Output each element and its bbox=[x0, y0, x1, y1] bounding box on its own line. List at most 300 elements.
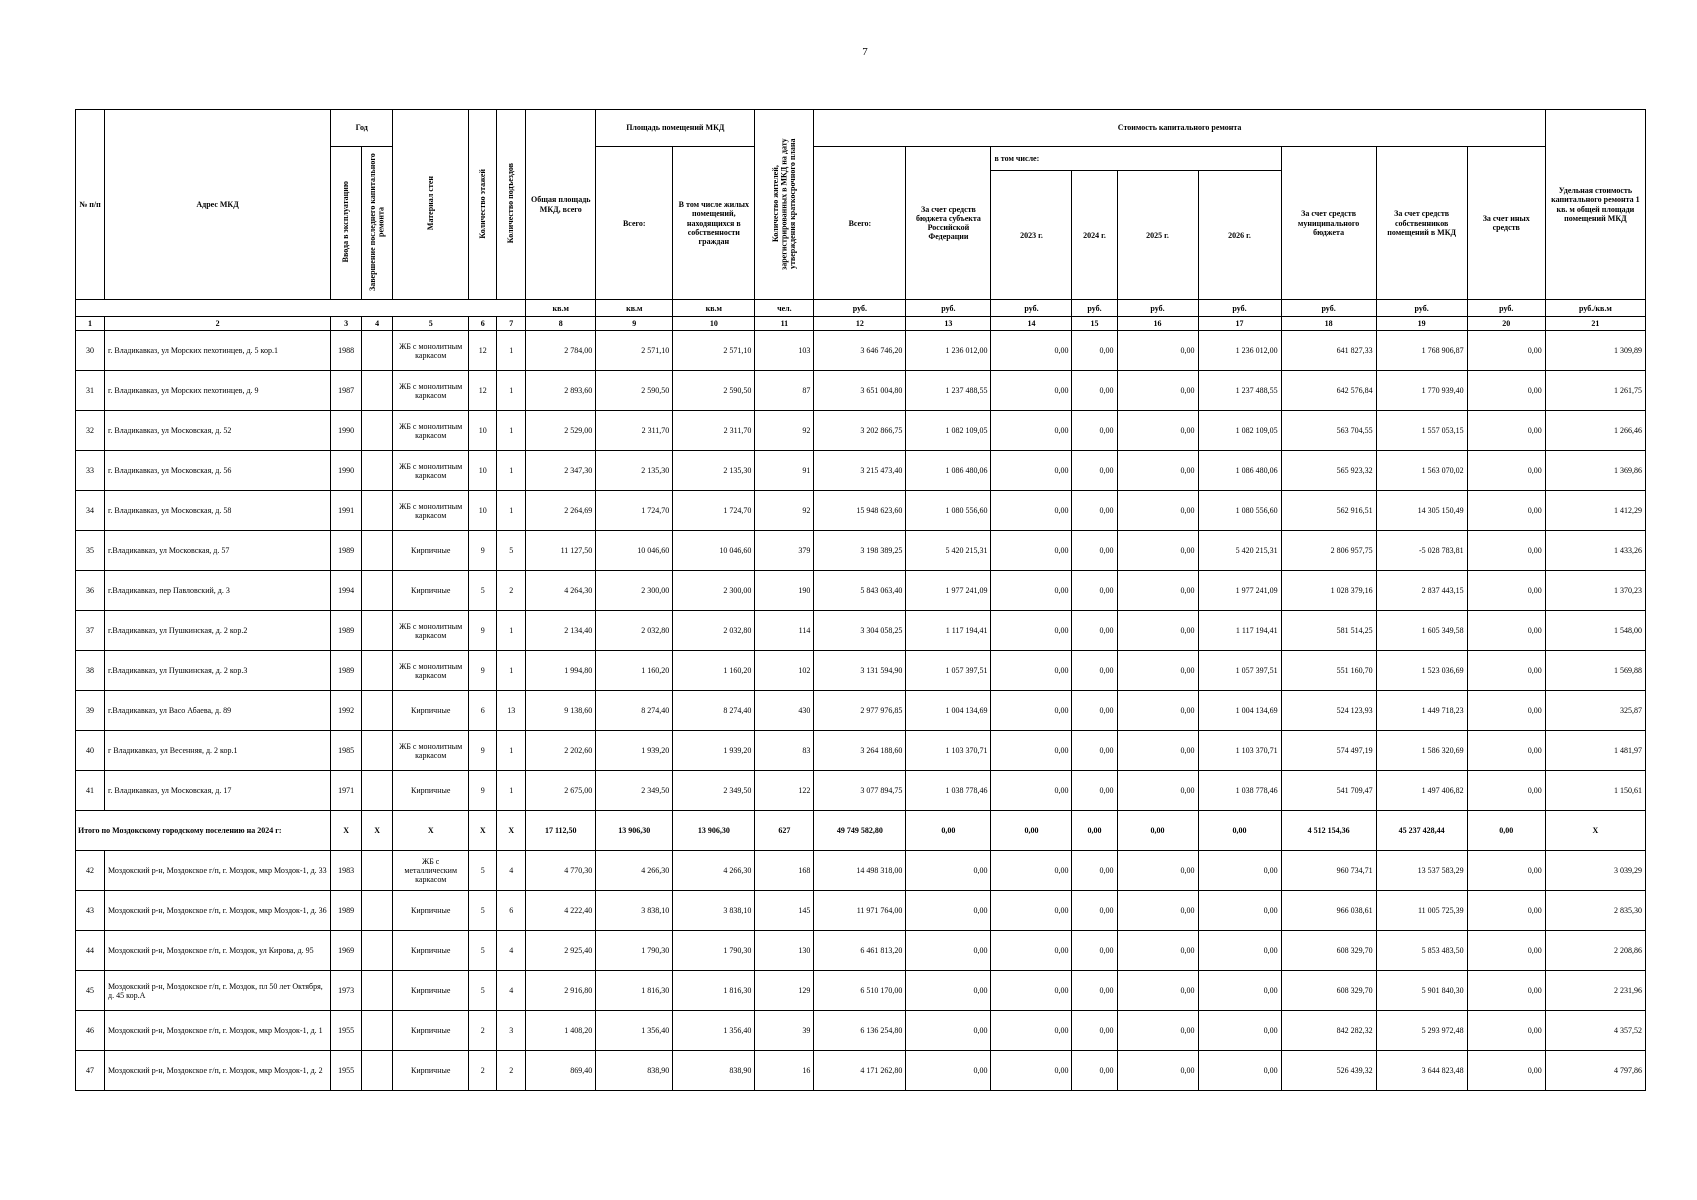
row-entrances: 1 bbox=[497, 771, 526, 811]
total-cell: 0,00 bbox=[1467, 811, 1545, 851]
row-entrances: 4 bbox=[497, 851, 526, 891]
row-total-area: 11 127,50 bbox=[526, 531, 596, 571]
row-cost-other: 0,00 bbox=[1467, 971, 1545, 1011]
row-unit-cost: 325,87 bbox=[1545, 691, 1645, 731]
row-year-last-repair bbox=[362, 1051, 393, 1091]
row-cost-total: 3 202 866,75 bbox=[814, 411, 906, 451]
row-year-last-repair bbox=[362, 971, 393, 1011]
row-floors: 10 bbox=[469, 411, 497, 451]
row-wall-material: ЖБ с монолитным каркасом bbox=[393, 731, 469, 771]
row-premises-total: 2 032,80 bbox=[596, 611, 673, 651]
row-cost-2024: 0,00 bbox=[1072, 931, 1117, 971]
row-cost-other: 0,00 bbox=[1467, 851, 1545, 891]
total-cell: 0,00 bbox=[991, 811, 1072, 851]
unit-cell: руб. bbox=[814, 300, 906, 317]
row-year-last-repair bbox=[362, 731, 393, 771]
row-cost-2024: 0,00 bbox=[1072, 851, 1117, 891]
row-cost-2023: 0,00 bbox=[991, 611, 1072, 651]
row-entrances: 1 bbox=[497, 491, 526, 531]
unit-cell: руб. bbox=[1281, 300, 1376, 317]
row-cost-2024: 0,00 bbox=[1072, 1011, 1117, 1051]
row-premises-citizens: 1 724,70 bbox=[673, 491, 755, 531]
row-cost-2024: 0,00 bbox=[1072, 731, 1117, 771]
row-cost-2024: 0,00 bbox=[1072, 451, 1117, 491]
row-residents: 92 bbox=[755, 491, 814, 531]
units-blank bbox=[76, 300, 526, 317]
row-address: г. Владикавказ, ул Московская, д. 52 bbox=[105, 411, 331, 451]
row-cost-2025: 0,00 bbox=[1117, 931, 1198, 971]
row-cost-other: 0,00 bbox=[1467, 331, 1545, 371]
row-cost-2023: 0,00 bbox=[991, 571, 1072, 611]
header-premises-group: Площадь помещений МКД bbox=[596, 110, 755, 147]
row-address: Моздокский р-н, Моздокское г/п, г. Моздок, мкр Моздок-1, д. 33 bbox=[105, 851, 331, 891]
row-wall-material: ЖБ с монолитным каркасом bbox=[393, 411, 469, 451]
column-number: 7 bbox=[497, 317, 526, 331]
table-row bbox=[76, 1051, 1646, 1091]
header-num: № п/п bbox=[76, 110, 105, 300]
row-total-area: 2 925,40 bbox=[526, 931, 596, 971]
row-cost-municipal: 551 160,70 bbox=[1281, 651, 1376, 691]
row-residents: 168 bbox=[755, 851, 814, 891]
row-cost-2025: 0,00 bbox=[1117, 611, 1198, 651]
row-floors: 5 bbox=[469, 971, 497, 1011]
row-premises-total: 2 571,10 bbox=[596, 331, 673, 371]
row-cost-2024: 0,00 bbox=[1072, 891, 1117, 931]
row-wall-material: Кирпичные bbox=[393, 531, 469, 571]
row-residents: 83 bbox=[755, 731, 814, 771]
row-floors: 9 bbox=[469, 731, 497, 771]
row-wall-material: Кирпичные bbox=[393, 1011, 469, 1051]
row-unit-cost: 2 835,30 bbox=[1545, 891, 1645, 931]
row-cost-other: 0,00 bbox=[1467, 571, 1545, 611]
row-cost-2023: 0,00 bbox=[991, 771, 1072, 811]
row-num: 47 bbox=[76, 1051, 105, 1091]
unit-cell: чел. bbox=[755, 300, 814, 317]
unit-cell: руб. bbox=[991, 300, 1072, 317]
row-cost-2024: 0,00 bbox=[1072, 491, 1117, 531]
row-residents: 91 bbox=[755, 451, 814, 491]
row-total-area: 869,40 bbox=[526, 1051, 596, 1091]
row-address: Моздокский р-н, Моздокское г/п, г. Моздок, ул Кирова, д. 95 bbox=[105, 931, 331, 971]
row-unit-cost: 4 357,52 bbox=[1545, 1011, 1645, 1051]
row-premises-citizens: 3 838,10 bbox=[673, 891, 755, 931]
row-entrances: 2 bbox=[497, 1051, 526, 1091]
row-cost-other: 0,00 bbox=[1467, 931, 1545, 971]
row-year-commission: 1991 bbox=[331, 491, 362, 531]
total-cell: 45 237 428,44 bbox=[1376, 811, 1467, 851]
row-cost-2023: 0,00 bbox=[991, 971, 1072, 1011]
row-unit-cost: 1 481,97 bbox=[1545, 731, 1645, 771]
row-num: 35 bbox=[76, 531, 105, 571]
row-address: г Владикавказ, ул Весенняя, д. 2 кор.1 bbox=[105, 731, 331, 771]
row-cost-owners: 1 497 406,82 bbox=[1376, 771, 1467, 811]
row-cost-owners: 5 901 840,30 bbox=[1376, 971, 1467, 1011]
row-cost-2023: 0,00 bbox=[991, 531, 1072, 571]
row-cost-subject: 1 057 397,51 bbox=[906, 651, 991, 691]
unit-cell: руб. bbox=[1467, 300, 1545, 317]
row-cost-owners: 3 644 823,48 bbox=[1376, 1051, 1467, 1091]
row-num: 38 bbox=[76, 651, 105, 691]
row-premises-citizens: 2 349,50 bbox=[673, 771, 755, 811]
row-wall-material: Кирпичные bbox=[393, 691, 469, 731]
row-residents: 145 bbox=[755, 891, 814, 931]
row-year-last-repair bbox=[362, 651, 393, 691]
table-row bbox=[76, 451, 1646, 491]
row-unit-cost: 1 150,61 bbox=[1545, 771, 1645, 811]
row-wall-material: Кирпичные bbox=[393, 1051, 469, 1091]
header-cost-other: За счет иных средств bbox=[1467, 147, 1545, 300]
row-cost-other: 0,00 bbox=[1467, 451, 1545, 491]
row-num: 39 bbox=[76, 691, 105, 731]
total-cell: X bbox=[469, 811, 497, 851]
row-cost-subject: 0,00 bbox=[906, 851, 991, 891]
row-total-area: 2 529,00 bbox=[526, 411, 596, 451]
row-cost-2023: 0,00 bbox=[991, 931, 1072, 971]
row-cost-2026: 1 038 778,46 bbox=[1198, 771, 1281, 811]
header-entrances: Количество подъездов bbox=[497, 110, 526, 300]
row-num: 30 bbox=[76, 331, 105, 371]
total-cell: 13 906,30 bbox=[596, 811, 673, 851]
row-cost-2026: 1 082 109,05 bbox=[1198, 411, 1281, 451]
row-unit-cost: 1 261,75 bbox=[1545, 371, 1645, 411]
row-cost-subject: 1 977 241,09 bbox=[906, 571, 991, 611]
row-cost-other: 0,00 bbox=[1467, 731, 1545, 771]
row-entrances: 1 bbox=[497, 731, 526, 771]
row-premises-citizens: 10 046,60 bbox=[673, 531, 755, 571]
header-cost-municipal: За счет средств муниципального бюджета bbox=[1281, 147, 1376, 300]
header-year-commission: Ввода в эксплуатацию bbox=[331, 147, 362, 300]
row-wall-material: ЖБ с монолитным каркасом bbox=[393, 611, 469, 651]
row-year-commission: 1990 bbox=[331, 451, 362, 491]
row-unit-cost: 1 266,46 bbox=[1545, 411, 1645, 451]
header-year-2023: 2023 г. bbox=[991, 171, 1072, 300]
row-floors: 2 bbox=[469, 1011, 497, 1051]
row-cost-owners: 5 293 972,48 bbox=[1376, 1011, 1467, 1051]
row-cost-2023: 0,00 bbox=[991, 491, 1072, 531]
row-premises-citizens: 4 266,30 bbox=[673, 851, 755, 891]
row-cost-subject: 1 082 109,05 bbox=[906, 411, 991, 451]
row-wall-material: Кирпичные bbox=[393, 891, 469, 931]
row-year-commission: 1969 bbox=[331, 931, 362, 971]
row-cost-2025: 0,00 bbox=[1117, 771, 1198, 811]
row-cost-total: 3 651 004,80 bbox=[814, 371, 906, 411]
row-cost-2026: 0,00 bbox=[1198, 931, 1281, 971]
row-entrances: 1 bbox=[497, 371, 526, 411]
row-residents: 129 bbox=[755, 971, 814, 1011]
total-cell: 0,00 bbox=[1072, 811, 1117, 851]
row-entrances: 1 bbox=[497, 651, 526, 691]
row-cost-municipal: 2 806 957,75 bbox=[1281, 531, 1376, 571]
row-cost-municipal: 524 123,93 bbox=[1281, 691, 1376, 731]
row-total-area: 2 675,00 bbox=[526, 771, 596, 811]
row-cost-total: 3 077 894,75 bbox=[814, 771, 906, 811]
table-row bbox=[76, 931, 1646, 971]
row-cost-2024: 0,00 bbox=[1072, 331, 1117, 371]
page-number: 7 bbox=[862, 46, 868, 58]
row-year-last-repair bbox=[362, 531, 393, 571]
row-cost-subject: 0,00 bbox=[906, 1051, 991, 1091]
row-total-area: 1 408,20 bbox=[526, 1011, 596, 1051]
row-unit-cost: 2 208,86 bbox=[1545, 931, 1645, 971]
row-address: г.Владикавказ, ул Васо Абаева, д. 89 bbox=[105, 691, 331, 731]
row-cost-other: 0,00 bbox=[1467, 411, 1545, 451]
row-cost-owners: 1 523 036,69 bbox=[1376, 651, 1467, 691]
table-total-section bbox=[76, 811, 1646, 851]
table-row bbox=[76, 891, 1646, 931]
row-premises-citizens: 2 135,30 bbox=[673, 451, 755, 491]
row-cost-subject: 0,00 bbox=[906, 891, 991, 931]
row-cost-2025: 0,00 bbox=[1117, 371, 1198, 411]
row-year-commission: 1989 bbox=[331, 531, 362, 571]
row-num: 32 bbox=[76, 411, 105, 451]
row-premises-total: 2 300,00 bbox=[596, 571, 673, 611]
row-premises-total: 2 590,50 bbox=[596, 371, 673, 411]
unit-cell: руб. bbox=[1376, 300, 1467, 317]
row-cost-municipal: 966 038,61 bbox=[1281, 891, 1376, 931]
row-wall-material: ЖБ с монолитным каркасом bbox=[393, 491, 469, 531]
row-unit-cost: 1 548,00 bbox=[1545, 611, 1645, 651]
column-number: 3 bbox=[331, 317, 362, 331]
row-residents: 122 bbox=[755, 771, 814, 811]
row-cost-2023: 0,00 bbox=[991, 731, 1072, 771]
column-number: 14 bbox=[991, 317, 1072, 331]
row-cost-2024: 0,00 bbox=[1072, 531, 1117, 571]
row-cost-subject: 1 237 488,55 bbox=[906, 371, 991, 411]
row-premises-total: 838,90 bbox=[596, 1051, 673, 1091]
total-cell: X bbox=[497, 811, 526, 851]
row-cost-total: 3 215 473,40 bbox=[814, 451, 906, 491]
row-cost-municipal: 642 576,84 bbox=[1281, 371, 1376, 411]
header-cost-total: Всего: bbox=[814, 147, 906, 300]
row-premises-citizens: 2 571,10 bbox=[673, 331, 755, 371]
column-number: 11 bbox=[755, 317, 814, 331]
column-number-row bbox=[76, 317, 1646, 331]
row-cost-2023: 0,00 bbox=[991, 851, 1072, 891]
row-cost-2026: 0,00 bbox=[1198, 1011, 1281, 1051]
row-premises-citizens: 2 311,70 bbox=[673, 411, 755, 451]
row-cost-other: 0,00 bbox=[1467, 1051, 1545, 1091]
row-total-area: 4 264,30 bbox=[526, 571, 596, 611]
row-premises-citizens: 1 816,30 bbox=[673, 971, 755, 1011]
row-unit-cost: 1 412,29 bbox=[1545, 491, 1645, 531]
header-premises-citizens: В том числе жилых помещений, находящихся в собственности граждан bbox=[673, 147, 755, 300]
total-cell: 4 512 154,36 bbox=[1281, 811, 1376, 851]
row-premises-citizens: 8 274,40 bbox=[673, 691, 755, 731]
row-cost-municipal: 842 282,32 bbox=[1281, 1011, 1376, 1051]
row-residents: 87 bbox=[755, 371, 814, 411]
row-floors: 9 bbox=[469, 771, 497, 811]
row-cost-subject: 1 004 134,69 bbox=[906, 691, 991, 731]
header-residents: Количество жителей, зарегистрированных в МКД на дату утверждения краткосрочного плана bbox=[755, 110, 814, 300]
row-premises-total: 3 838,10 bbox=[596, 891, 673, 931]
row-residents: 379 bbox=[755, 531, 814, 571]
row-year-commission: 1989 bbox=[331, 891, 362, 931]
row-cost-municipal: 526 439,32 bbox=[1281, 1051, 1376, 1091]
row-num: 42 bbox=[76, 851, 105, 891]
column-number: 1 bbox=[76, 317, 105, 331]
row-address: г.Владикавказ, пер Павловский, д. 3 bbox=[105, 571, 331, 611]
row-cost-2023: 0,00 bbox=[991, 1011, 1072, 1051]
row-cost-2025: 0,00 bbox=[1117, 531, 1198, 571]
row-wall-material: Кирпичные bbox=[393, 931, 469, 971]
row-cost-2026: 5 420 215,31 bbox=[1198, 531, 1281, 571]
row-cost-2025: 0,00 bbox=[1117, 491, 1198, 531]
row-cost-other: 0,00 bbox=[1467, 371, 1545, 411]
row-year-commission: 1973 bbox=[331, 971, 362, 1011]
column-number: 8 bbox=[526, 317, 596, 331]
row-address: г.Владикавказ, ул Московская, д. 57 bbox=[105, 531, 331, 571]
row-cost-other: 0,00 bbox=[1467, 491, 1545, 531]
row-cost-2026: 1 977 241,09 bbox=[1198, 571, 1281, 611]
row-num: 34 bbox=[76, 491, 105, 531]
row-cost-2026: 1 236 012,00 bbox=[1198, 331, 1281, 371]
total-row bbox=[76, 811, 1646, 851]
unit-cell: кв.м bbox=[596, 300, 673, 317]
row-floors: 5 bbox=[469, 931, 497, 971]
row-cost-total: 6 510 170,00 bbox=[814, 971, 906, 1011]
row-total-area: 2 202,60 bbox=[526, 731, 596, 771]
row-cost-2026: 0,00 bbox=[1198, 851, 1281, 891]
row-cost-total: 11 971 764,00 bbox=[814, 891, 906, 931]
row-cost-owners: 1 586 320,69 bbox=[1376, 731, 1467, 771]
row-address: г.Владикавказ, ул Пушкинская, д. 2 кор.2 bbox=[105, 611, 331, 651]
row-cost-2023: 0,00 bbox=[991, 651, 1072, 691]
row-total-area: 2 784,00 bbox=[526, 331, 596, 371]
table-row bbox=[76, 371, 1646, 411]
row-year-commission: 1989 bbox=[331, 651, 362, 691]
unit-cell: руб. bbox=[1117, 300, 1198, 317]
row-unit-cost: 1 433,26 bbox=[1545, 531, 1645, 571]
row-num: 33 bbox=[76, 451, 105, 491]
row-cost-municipal: 1 028 379,16 bbox=[1281, 571, 1376, 611]
row-wall-material: ЖБ с монолитным каркасом bbox=[393, 371, 469, 411]
column-number: 20 bbox=[1467, 317, 1545, 331]
table-body-mozdok bbox=[76, 851, 1646, 1091]
total-cell: X bbox=[362, 811, 393, 851]
row-cost-2023: 0,00 bbox=[991, 331, 1072, 371]
row-premises-total: 2 311,70 bbox=[596, 411, 673, 451]
row-address: Моздокский р-н, Моздокское г/п, г. Моздок, мкр Моздок-1, д. 2 bbox=[105, 1051, 331, 1091]
row-unit-cost: 2 231,96 bbox=[1545, 971, 1645, 1011]
row-year-last-repair bbox=[362, 411, 393, 451]
row-address: г. Владикавказ, ул Московская, д. 58 bbox=[105, 491, 331, 531]
row-cost-municipal: 608 329,70 bbox=[1281, 931, 1376, 971]
row-cost-2025: 0,00 bbox=[1117, 731, 1198, 771]
row-cost-other: 0,00 bbox=[1467, 611, 1545, 651]
table-row bbox=[76, 771, 1646, 811]
row-num: 41 bbox=[76, 771, 105, 811]
row-cost-municipal: 563 704,55 bbox=[1281, 411, 1376, 451]
row-cost-owners: 1 449 718,23 bbox=[1376, 691, 1467, 731]
row-wall-material: ЖБ с монолитным каркасом bbox=[393, 331, 469, 371]
row-cost-subject: 0,00 bbox=[906, 1011, 991, 1051]
table-row bbox=[76, 731, 1646, 771]
row-unit-cost: 4 797,86 bbox=[1545, 1051, 1645, 1091]
row-cost-2024: 0,00 bbox=[1072, 691, 1117, 731]
row-premises-citizens: 2 300,00 bbox=[673, 571, 755, 611]
row-cost-owners: 1 605 349,58 bbox=[1376, 611, 1467, 651]
row-address: Моздокский р-н, Моздокское г/п, г. Моздок, мкр Моздок-1, д. 36 bbox=[105, 891, 331, 931]
row-floors: 5 bbox=[469, 891, 497, 931]
row-year-commission: 1994 bbox=[331, 571, 362, 611]
row-address: г.Владикавказ, ул Пушкинская, д. 2 кор.3 bbox=[105, 651, 331, 691]
row-address: Моздокский р-н, Моздокское г/п, г. Моздок, мкр Моздок-1, д. 1 bbox=[105, 1011, 331, 1051]
row-unit-cost: 1 369,86 bbox=[1545, 451, 1645, 491]
capital-repair-table bbox=[75, 109, 1646, 1091]
row-address: г. Владикавказ, ул Морских пехотинцев, д. 9 bbox=[105, 371, 331, 411]
total-cell: 13 906,30 bbox=[673, 811, 755, 851]
row-cost-2026: 1 080 556,60 bbox=[1198, 491, 1281, 531]
row-year-last-repair bbox=[362, 1011, 393, 1051]
row-floors: 9 bbox=[469, 531, 497, 571]
row-premises-total: 2 349,50 bbox=[596, 771, 673, 811]
row-floors: 10 bbox=[469, 451, 497, 491]
row-cost-2024: 0,00 bbox=[1072, 651, 1117, 691]
row-total-area: 2 134,40 bbox=[526, 611, 596, 651]
row-cost-2025: 0,00 bbox=[1117, 891, 1198, 931]
column-number: 16 bbox=[1117, 317, 1198, 331]
row-cost-2025: 0,00 bbox=[1117, 571, 1198, 611]
row-cost-2023: 0,00 bbox=[991, 1051, 1072, 1091]
row-unit-cost: 1 309,89 bbox=[1545, 331, 1645, 371]
header-year-group: Год bbox=[331, 110, 393, 147]
table-row bbox=[76, 611, 1646, 651]
row-cost-municipal: 565 923,32 bbox=[1281, 451, 1376, 491]
row-cost-other: 0,00 bbox=[1467, 531, 1545, 571]
row-year-last-repair bbox=[362, 571, 393, 611]
row-cost-owners: 2 837 443,15 bbox=[1376, 571, 1467, 611]
unit-cell: руб. bbox=[1198, 300, 1281, 317]
row-unit-cost: 3 039,29 bbox=[1545, 851, 1645, 891]
header-cost-subject: За счет средств бюджета субъекта Российской Федерации bbox=[906, 147, 991, 300]
row-year-last-repair bbox=[362, 371, 393, 411]
row-entrances: 5 bbox=[497, 531, 526, 571]
row-cost-subject: 1 236 012,00 bbox=[906, 331, 991, 371]
row-cost-owners: 1 563 070,02 bbox=[1376, 451, 1467, 491]
row-year-last-repair bbox=[362, 771, 393, 811]
row-year-commission: 1955 bbox=[331, 1011, 362, 1051]
header-cost-group: Стоимость капитального ремонта bbox=[814, 110, 1545, 147]
row-num: 37 bbox=[76, 611, 105, 651]
row-entrances: 1 bbox=[497, 611, 526, 651]
row-premises-total: 1 160,20 bbox=[596, 651, 673, 691]
row-cost-municipal: 960 734,71 bbox=[1281, 851, 1376, 891]
row-residents: 16 bbox=[755, 1051, 814, 1091]
row-cost-municipal: 581 514,25 bbox=[1281, 611, 1376, 651]
row-cost-owners: 1 557 053,15 bbox=[1376, 411, 1467, 451]
row-address: Моздокский р-н, Моздокское г/п, г. Моздок, пл 50 лет Октября, д. 45 кор.А bbox=[105, 971, 331, 1011]
row-cost-2024: 0,00 bbox=[1072, 971, 1117, 1011]
row-premises-citizens: 1 790,30 bbox=[673, 931, 755, 971]
row-residents: 190 bbox=[755, 571, 814, 611]
row-num: 43 bbox=[76, 891, 105, 931]
table-row bbox=[76, 851, 1646, 891]
row-cost-municipal: 641 827,33 bbox=[1281, 331, 1376, 371]
row-cost-2025: 0,00 bbox=[1117, 331, 1198, 371]
row-num: 40 bbox=[76, 731, 105, 771]
column-number: 9 bbox=[596, 317, 673, 331]
unit-cell: кв.м bbox=[673, 300, 755, 317]
total-cell: 17 112,50 bbox=[526, 811, 596, 851]
row-floors: 10 bbox=[469, 491, 497, 531]
row-cost-total: 5 843 063,40 bbox=[814, 571, 906, 611]
unit-cell: руб. bbox=[906, 300, 991, 317]
row-cost-2024: 0,00 bbox=[1072, 411, 1117, 451]
column-number: 21 bbox=[1545, 317, 1645, 331]
row-year-commission: 1971 bbox=[331, 771, 362, 811]
row-cost-owners: 1 770 939,40 bbox=[1376, 371, 1467, 411]
row-cost-total: 3 264 188,60 bbox=[814, 731, 906, 771]
